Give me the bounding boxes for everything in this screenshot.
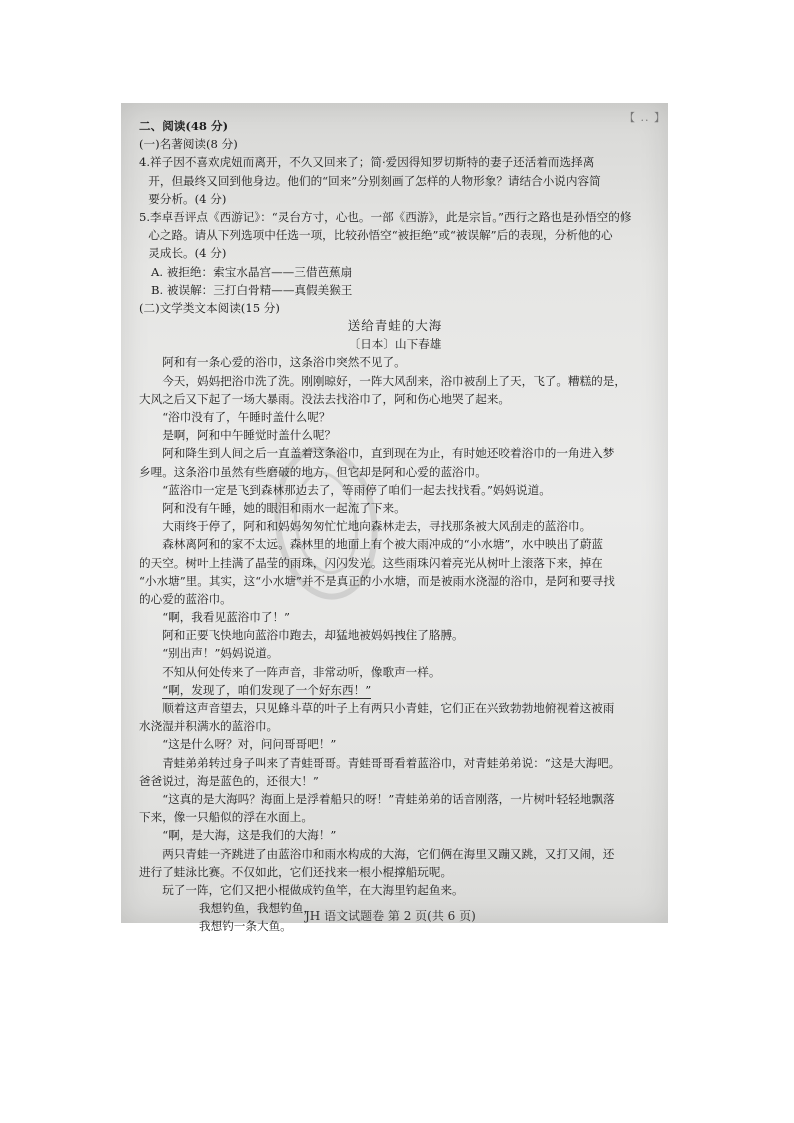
- story-line-text: 的天空。树叶上挂满了晶莹的雨珠，闪闪发光。这些雨珠闪着亮光从树叶上滚落下来，掉在: [139, 555, 603, 570]
- story-line-text: 阿和没有午睡，她的眼泪和雨水一起流了下来。: [162, 500, 406, 515]
- story-line-text: “这真的是大海吗？海面上是浮着船只的呀！”青蛙弟弟的话音刚落，一片树叶轻轻地飘落: [162, 791, 615, 806]
- story-line: [139, 572, 651, 590]
- question-5-line: 心之路。请从下列选项中任选一项，比较孙悟空“被拒绝”或“被误解”后的表现，分析他的心: [148, 228, 613, 243]
- story-line: [139, 808, 651, 826]
- story-line-text: “蓝浴巾一定是飞到森林那边去了，等雨停了咱们一起去找找看。”妈妈说道。: [162, 482, 551, 497]
- story-line-text: 森林离阿和的家不太远。森林里的地面上有个被大雨冲成的“小水塘”，水中映出了蔚蓝: [162, 537, 604, 552]
- question-5: [139, 208, 651, 263]
- story-line-text: 两只青蛙一齐跳进了由蓝浴巾和雨水构成的大海，它们俩在海里又蹦又跳，又打又闹，还: [162, 846, 615, 861]
- story-line-text: 进行了蛙泳比赛。不仅如此，它们还找来一根小棍撑船玩呢。: [139, 864, 453, 879]
- story-line: [139, 826, 651, 844]
- story-line: [139, 590, 651, 608]
- story-line: [139, 372, 651, 390]
- story-line: [139, 444, 651, 462]
- story-line: [139, 790, 651, 808]
- question-4-line: 开，但最终又回到他身边。他们的“回来”分别刻画了怎样的人物形象？请结合小说内容简: [148, 173, 601, 188]
- exam-sheet: [139, 117, 651, 935]
- story-line-text: 今天，妈妈把浴巾洗了洗。刚刚晾好，一阵大风刮来，浴巾被刮上了天，飞了。糟糕的是，: [162, 373, 626, 388]
- question-4-line: 4.祥子因不喜欢虎妞而离开，不久又回来了；简·爱因得知罗切斯特的妻子还活着而选择离: [139, 155, 595, 170]
- story-line: [139, 554, 651, 572]
- story-line: [139, 626, 651, 644]
- story-line: [139, 463, 651, 481]
- story-line-text: “啊，我看见蓝浴巾了！”: [162, 610, 290, 625]
- story-line: [139, 717, 651, 735]
- story-title: 送给青蛙的大海: [347, 318, 443, 334]
- story-author: 〔日本〕山下春雄: [348, 337, 442, 352]
- story-line: [139, 881, 651, 899]
- story-line-text: “别出声！”妈妈说道。: [162, 646, 279, 661]
- story-line-text: 阿和正要飞快地向蓝浴巾跑去，却猛地被妈妈拽住了胳膊。: [162, 628, 464, 643]
- story-line-text: 青蛙弟弟转过身子叫来了青蛙哥哥。青蛙哥哥看着蓝浴巾，对青蛙弟弟说：“这是大海吧。: [162, 755, 621, 770]
- story-line: [139, 517, 651, 535]
- story-line-text: 爸爸说过，海是蓝色的，还很大！”: [139, 773, 319, 788]
- sub-heading-literature: (二)文学类文本阅读(15 分): [139, 300, 280, 315]
- story-line-text: 阿和有一条心爱的浴巾，这条浴巾突然不见了。: [162, 355, 406, 370]
- section-heading: 二、阅读(48 分): [139, 119, 229, 133]
- story-line-text: “这是什么呀？对，问问哥哥吧！”: [162, 737, 337, 752]
- story-line-text: 的心爱的蓝浴巾。: [139, 591, 232, 606]
- story-line: [139, 754, 651, 772]
- story-line: [139, 681, 651, 699]
- page-footer: [305, 907, 476, 924]
- corner-tab: 【 .. 】: [624, 111, 666, 124]
- poem-line: 我想钓一条大鱼。: [199, 919, 292, 934]
- story-line-text: 水浇湿并积满水的蓝浴巾。: [139, 719, 279, 734]
- poem-line: 我想钓鱼，我想钓鱼，: [199, 901, 315, 916]
- story-line: [139, 481, 651, 499]
- story-line: [139, 863, 651, 881]
- scanned-exam-page: [121, 103, 668, 934]
- story-line: [139, 426, 651, 444]
- story-line-text: 顺着这声音望去，只见蜂斗草的叶子上有两只小青蛙，它们正在兴致勃勃地俯视着这被雨: [162, 701, 615, 715]
- question-5-line: 5.李卓吾评点《西游记》：“灵台方寸，心也。一部《西游》，此是宗旨。”西行之路也是孙悟空的修: [139, 209, 632, 224]
- sub-heading-classics: (一)名著阅读(8 分): [139, 137, 238, 152]
- story-line-text: 是啊，阿和中午睡觉时盖什么呢？: [162, 428, 337, 443]
- story-line: [139, 408, 651, 426]
- story-line: [139, 390, 651, 408]
- option-b: B. 被误解：三打白骨精——真假美猴王: [151, 282, 353, 297]
- story-line: [139, 663, 651, 681]
- story-line: [139, 845, 651, 863]
- question-4: [139, 153, 651, 208]
- story-line: [139, 735, 651, 753]
- story-line-text: “浴巾没有了，午睡时盖什么呢？: [162, 410, 331, 424]
- footer-text: JH 语文试题卷 第 2 页(共 6 页): [305, 909, 476, 923]
- story-line-text: 玩了一阵，它们又把小棍做成钓鱼竿，在大海里钓起鱼来。: [162, 882, 464, 897]
- story-line: [139, 535, 651, 553]
- story-line-text: 乡哩。这条浴巾虽然有些磨破的地方，但它却是阿和心爱的蓝浴巾。: [139, 464, 487, 479]
- story-line-text: 阿和降生到人间之后一直盖着这条浴巾，直到现在为止，有时她还咬着浴巾的一角进入梦: [162, 446, 615, 461]
- story-line: [139, 608, 651, 626]
- story-line: [139, 353, 651, 371]
- story-line-text: 下来，像一只船似的浮在水面上。: [139, 810, 313, 825]
- story-line-text: 大风之后又下起了一场大暴雨。没法去找浴巾了，阿和伤心地哭了起来。: [139, 391, 511, 406]
- question-5-line: 灵成长。(4 分): [148, 246, 227, 261]
- story-body: [139, 353, 651, 899]
- question-4-line: 要分析。(4 分): [148, 191, 227, 206]
- story-line-text: 不知从何处传来了一阵声音，非常动听，像歌声一样。: [162, 664, 441, 679]
- story-line: [139, 499, 651, 517]
- story-line: [139, 772, 651, 790]
- story-line-text: 大雨终于停了，阿和和妈妈匆匆忙忙地向森林走去，寻找那条被大风刮走的蓝浴巾。: [162, 519, 592, 534]
- story-line-text: “小水塘”里。其实，这“小水塘”并不是真正的小水塘，而是被雨水浇湿的浴巾，是阿和要寻找: [139, 573, 615, 588]
- story-line-text: “啊，是大海，这是我们的大海！”: [162, 828, 337, 843]
- story-line: [139, 644, 651, 662]
- option-a: A. 被拒绝：索宝水晶宫——三借芭蕉扇: [151, 264, 353, 279]
- story-line-text: “啊，发现了，咱们发现了一个好东西！”: [162, 682, 372, 697]
- story-line: [139, 699, 651, 717]
